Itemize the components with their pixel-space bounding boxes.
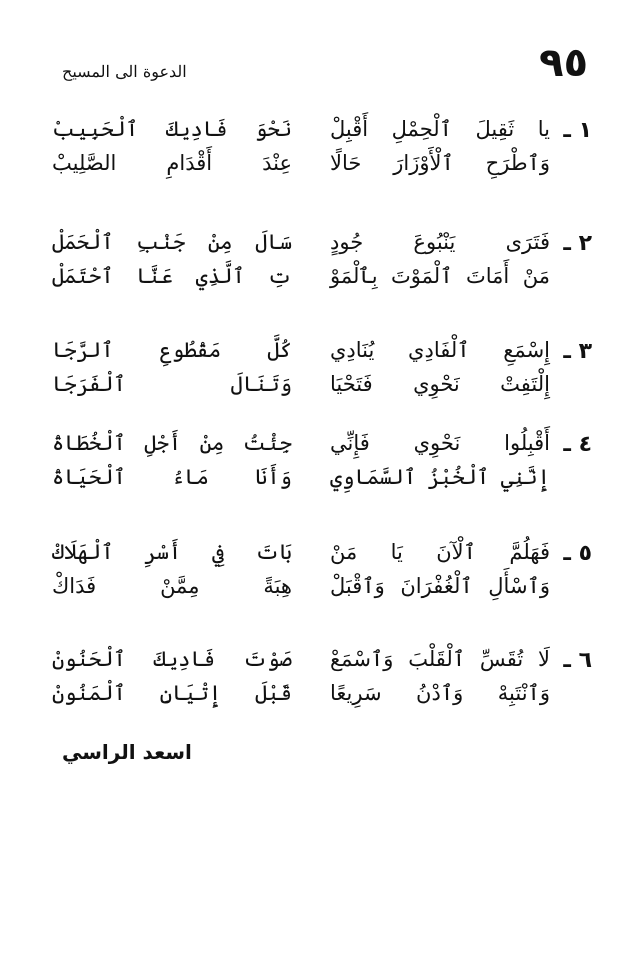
verse-line-second-half: وَتَنَالَ ٱلْفَرَجَا: [52, 372, 292, 396]
verse-number: ٣ ـ: [563, 339, 592, 364]
author-name: اسعد الراسي: [62, 740, 192, 764]
verse-line-second-half: وَأَنَا مَاءُ ٱلْحَيَاةْ: [52, 465, 292, 489]
verse-number: ١ ـ: [563, 118, 592, 143]
verse-line-first-half: لَا تُقَسِّ ٱلْقَلْبَ وَٱسْمَعْ: [330, 647, 550, 671]
verse-line-second-half: هِبَةً مِمَّنْ فَدَاكْ: [52, 574, 292, 598]
verse-line-first-half: إِسْمَعِ ٱلْفَادِي يُنَادِي: [330, 338, 550, 362]
verse-line-second-half: سَالَ مِنْ جَنْبِ ٱلْحَمَلْ: [52, 230, 292, 254]
verse-line-second-half: صَوْتَ فَادِيكَ ٱلْحَنُونْ: [52, 647, 292, 671]
verse-line-first-half: فَتَرَى يَنْبُوعَ جُودٍ: [330, 230, 550, 254]
verse-line-first-half: وَٱسْأَلِ ٱلْغُفْرَانَ وَٱقْبَلْ: [330, 574, 550, 598]
verse-line-second-half: تِ ٱلَّذِي عَنَّا ٱحْتَمَلْ: [52, 264, 292, 288]
verse-line-first-half: فَهَلُمَّ ٱلْآنَ يَا مَنْ: [330, 540, 550, 564]
verse-line-second-half: قَبْلَ إِتْيَانِ ٱلْمَنُونْ: [52, 681, 292, 705]
verse-line-second-half: جِئْتُ مِنْ أَجْلِ ٱلْخُطَاةْ: [52, 431, 292, 455]
verse-line-first-half: مَنْ أَمَاتَ ٱلْمَوْتَ بِٱلْمَوْ: [330, 264, 550, 288]
verse-line-first-half: وَٱنْتَبِهْ وَٱدْنُ سَرِيعًا: [330, 681, 550, 705]
verse-number: ٢ ـ: [563, 231, 592, 256]
verse-1: [52, 112, 592, 182]
verse-line-second-half: كُلَّ مَقْطُوعِ ٱلرَّجَا: [52, 338, 292, 362]
verse-6: [52, 642, 592, 712]
verse-3: [52, 333, 592, 403]
verse-number: ٥ ـ: [563, 541, 592, 566]
verse-line-second-half: بَاتَ فِي أَسْرِ ٱلْهَلَاكْ: [52, 540, 292, 564]
verse-line-first-half: أَقْبِلُوا نَحْوِي فَإِنِّي: [330, 431, 550, 455]
verse-line-second-half: عِنْدَ أَقْدَامِ الصَّلِيبْ: [52, 151, 292, 175]
page-number: ٩٥: [539, 40, 588, 86]
running-title: الدعوة الى المسيح: [62, 62, 187, 81]
verse-5: [52, 535, 592, 605]
verse-line-first-half: إِنَّنِي ٱلْخُبْزُ ٱلسَّمَاوِي: [330, 465, 550, 489]
verse-4: [52, 426, 592, 496]
verse-line-first-half: وَٱطْرَحِ ٱلْأَوْزَارَ حَالًا: [330, 151, 550, 175]
verse-line-second-half: نَحْوَ فَادِيكَ ٱلْحَبِيبْ: [52, 117, 292, 141]
verse-2: [52, 225, 592, 295]
verse-number: ٤ ـ: [563, 432, 592, 457]
verse-number: ٦ ـ: [563, 648, 592, 673]
verse-line-first-half: يا ثَقِيلَ ٱلْحِمْلِ أَقْبِلْ: [330, 117, 550, 141]
verse-line-first-half: إِلْتَفِتْ نَحْوِي فَتَحْيَا: [330, 372, 550, 396]
